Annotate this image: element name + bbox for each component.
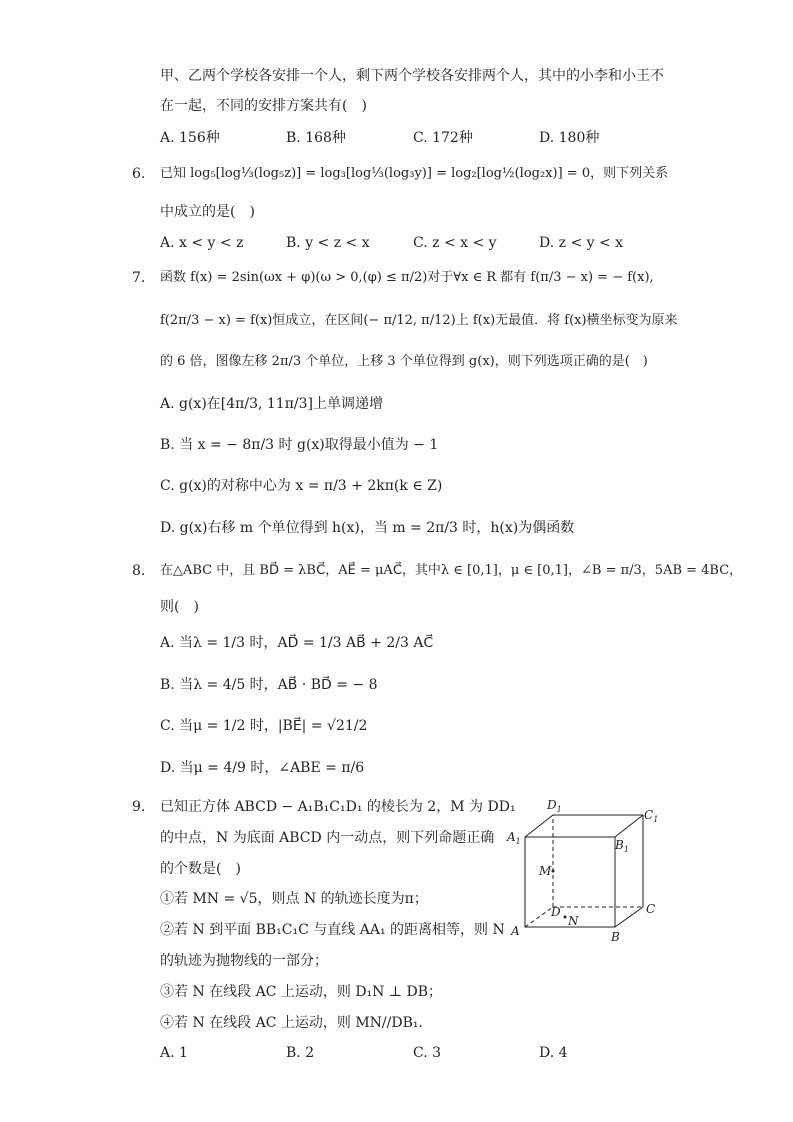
- q6-number: 6.: [132, 166, 146, 182]
- edge-b1-c1: [615, 815, 643, 837]
- q9-statement-1: ①若 MN = √5，则点 N 的轨迹长度为π；: [160, 891, 428, 907]
- label-c1: $C_1$: [644, 808, 659, 824]
- point-m: [552, 870, 555, 873]
- q5-option-b: B. 168种: [286, 130, 346, 146]
- q8-number: 8.: [132, 563, 146, 579]
- q6-text-line2: 中成立的是( ): [160, 204, 255, 220]
- q9-statement-2b: 的轨迹为抛物线的一部分；: [160, 953, 328, 969]
- q8-option-d: D. 当μ = 4/9 时，∠ABE = π/6: [160, 760, 365, 776]
- label-d1: $D_1$: [547, 798, 562, 814]
- q8-text-line2: 则( ): [160, 599, 199, 615]
- edge-a1-d1: [525, 815, 553, 837]
- point-n: [564, 916, 567, 919]
- cube-figure: [503, 795, 673, 950]
- q9-statement-4: ④若 N 在线段 AC 上运动，则 MN//DB₁．: [160, 1015, 433, 1031]
- q6-text-line1: 已知 log₅[log⅓(log₅z)] = log₃[log⅓(log₃y)] = log₂[log½(log₂x)] = 0，则下列关系: [160, 166, 669, 181]
- q9-option-b: B. 2: [286, 1045, 315, 1061]
- q6-option-d: D. z < y < x: [539, 235, 624, 251]
- q7-option-a: A. g(x)在[4π/3, 11π/3]上单调递增: [160, 396, 383, 412]
- q9-text-line1: 已知正方体 ABCD − A₁B₁C₁D₁ 的棱长为 2，M 为 DD₁: [160, 799, 516, 815]
- label-m: M: [539, 864, 552, 878]
- q7-text-line3: 的 6 倍，图像左移 2π/3 个单位，上移 3 个单位得到 g(x)，则下列选项正确的是( ): [160, 354, 648, 369]
- q5-option-c: C. 172种: [413, 130, 473, 146]
- label-d: D: [551, 905, 561, 919]
- label-a1: $A_1$: [507, 830, 521, 846]
- q5-text-line1: 甲、乙两个学校各安排一个人，剩下两个学校各安排两个人，其中的小李和小王不: [160, 68, 664, 84]
- q8-option-a: A. 当λ = 1/3 时，AD⃗ = 1/3 AB⃗ + 2/3 AC⃗: [160, 635, 434, 651]
- q9-statement-3: ③若 N 在线段 AC 上运动，则 D₁N ⊥ DB；: [160, 984, 442, 1000]
- q6-option-a: A. x < y < z: [160, 235, 244, 251]
- q8-option-c: C. 当μ = 1/2 时，|BE⃗| = √21/2: [160, 718, 368, 734]
- label-b: B: [611, 930, 620, 944]
- q6-option-c: C. z < x < y: [413, 235, 497, 251]
- q7-option-c: C. g(x)的对称中心为 x = π/3 + 2kπ(k ∈ Z): [160, 478, 443, 494]
- q9-number: 9.: [132, 799, 146, 815]
- q7-number: 7.: [132, 270, 146, 286]
- q9-text-line2: 的中点，N 为底面 ABCD 内一动点，则下列命题正确: [160, 830, 495, 846]
- q9-option-a: A. 1: [160, 1045, 188, 1061]
- label-a: A: [511, 924, 520, 938]
- q6-option-b: B. y < z < x: [286, 235, 370, 251]
- label-n: N: [568, 914, 579, 928]
- label-b1: $B_1$: [615, 838, 629, 854]
- q9-option-c: C. 3: [413, 1045, 442, 1061]
- q7-text-line2: f(2π/3 − x) = f(x)恒成立，在区间(− π/12, π/12)上 f(x)无最值．将 f(x)横坐标变为原来: [160, 313, 678, 328]
- q7-option-d: D. g(x)右移 m 个单位得到 h(x)，当 m = 2π/3 时，h(x)为偶函数: [160, 520, 575, 536]
- q8-text-line1: 在△ABC 中，且 BD⃗ = λBC⃗，AE⃗ = μAC⃗，其中λ ∈ [0,1]，μ ∈ [0,1]，∠B = π/3，5AB = 4BC，: [160, 563, 743, 578]
- q5-option-d: D. 180种: [539, 130, 600, 146]
- edge-a-d: [525, 907, 553, 927]
- q7-option-b: B. 当 x = − 8π/3 时 g(x)取得最小值为 − 1: [160, 437, 439, 453]
- q9-statement-2a: ②若 N 到平面 BB₁C₁C 与直线 AA₁ 的距离相等，则 N: [160, 922, 505, 938]
- edge-b-c: [615, 907, 643, 927]
- q9-text-line3: 的个数是( ): [160, 861, 241, 877]
- q8-option-b: B. 当λ = 4/5 时，AB⃗ · BD⃗ = − 8: [160, 677, 378, 693]
- q5-text-line2: 在一起，不同的安排方案共有( ): [160, 98, 367, 114]
- q9-option-d: D. 4: [539, 1045, 568, 1061]
- q7-text-line1: 函数 f(x) = 2sin(ωx + φ)(ω > 0,(φ) ≤ π/2)对于∀x ∈ R 都有 f(π/3 − x) = − f(x),: [160, 270, 654, 285]
- q5-option-a: A. 156种: [160, 130, 220, 146]
- label-c: C: [646, 902, 656, 916]
